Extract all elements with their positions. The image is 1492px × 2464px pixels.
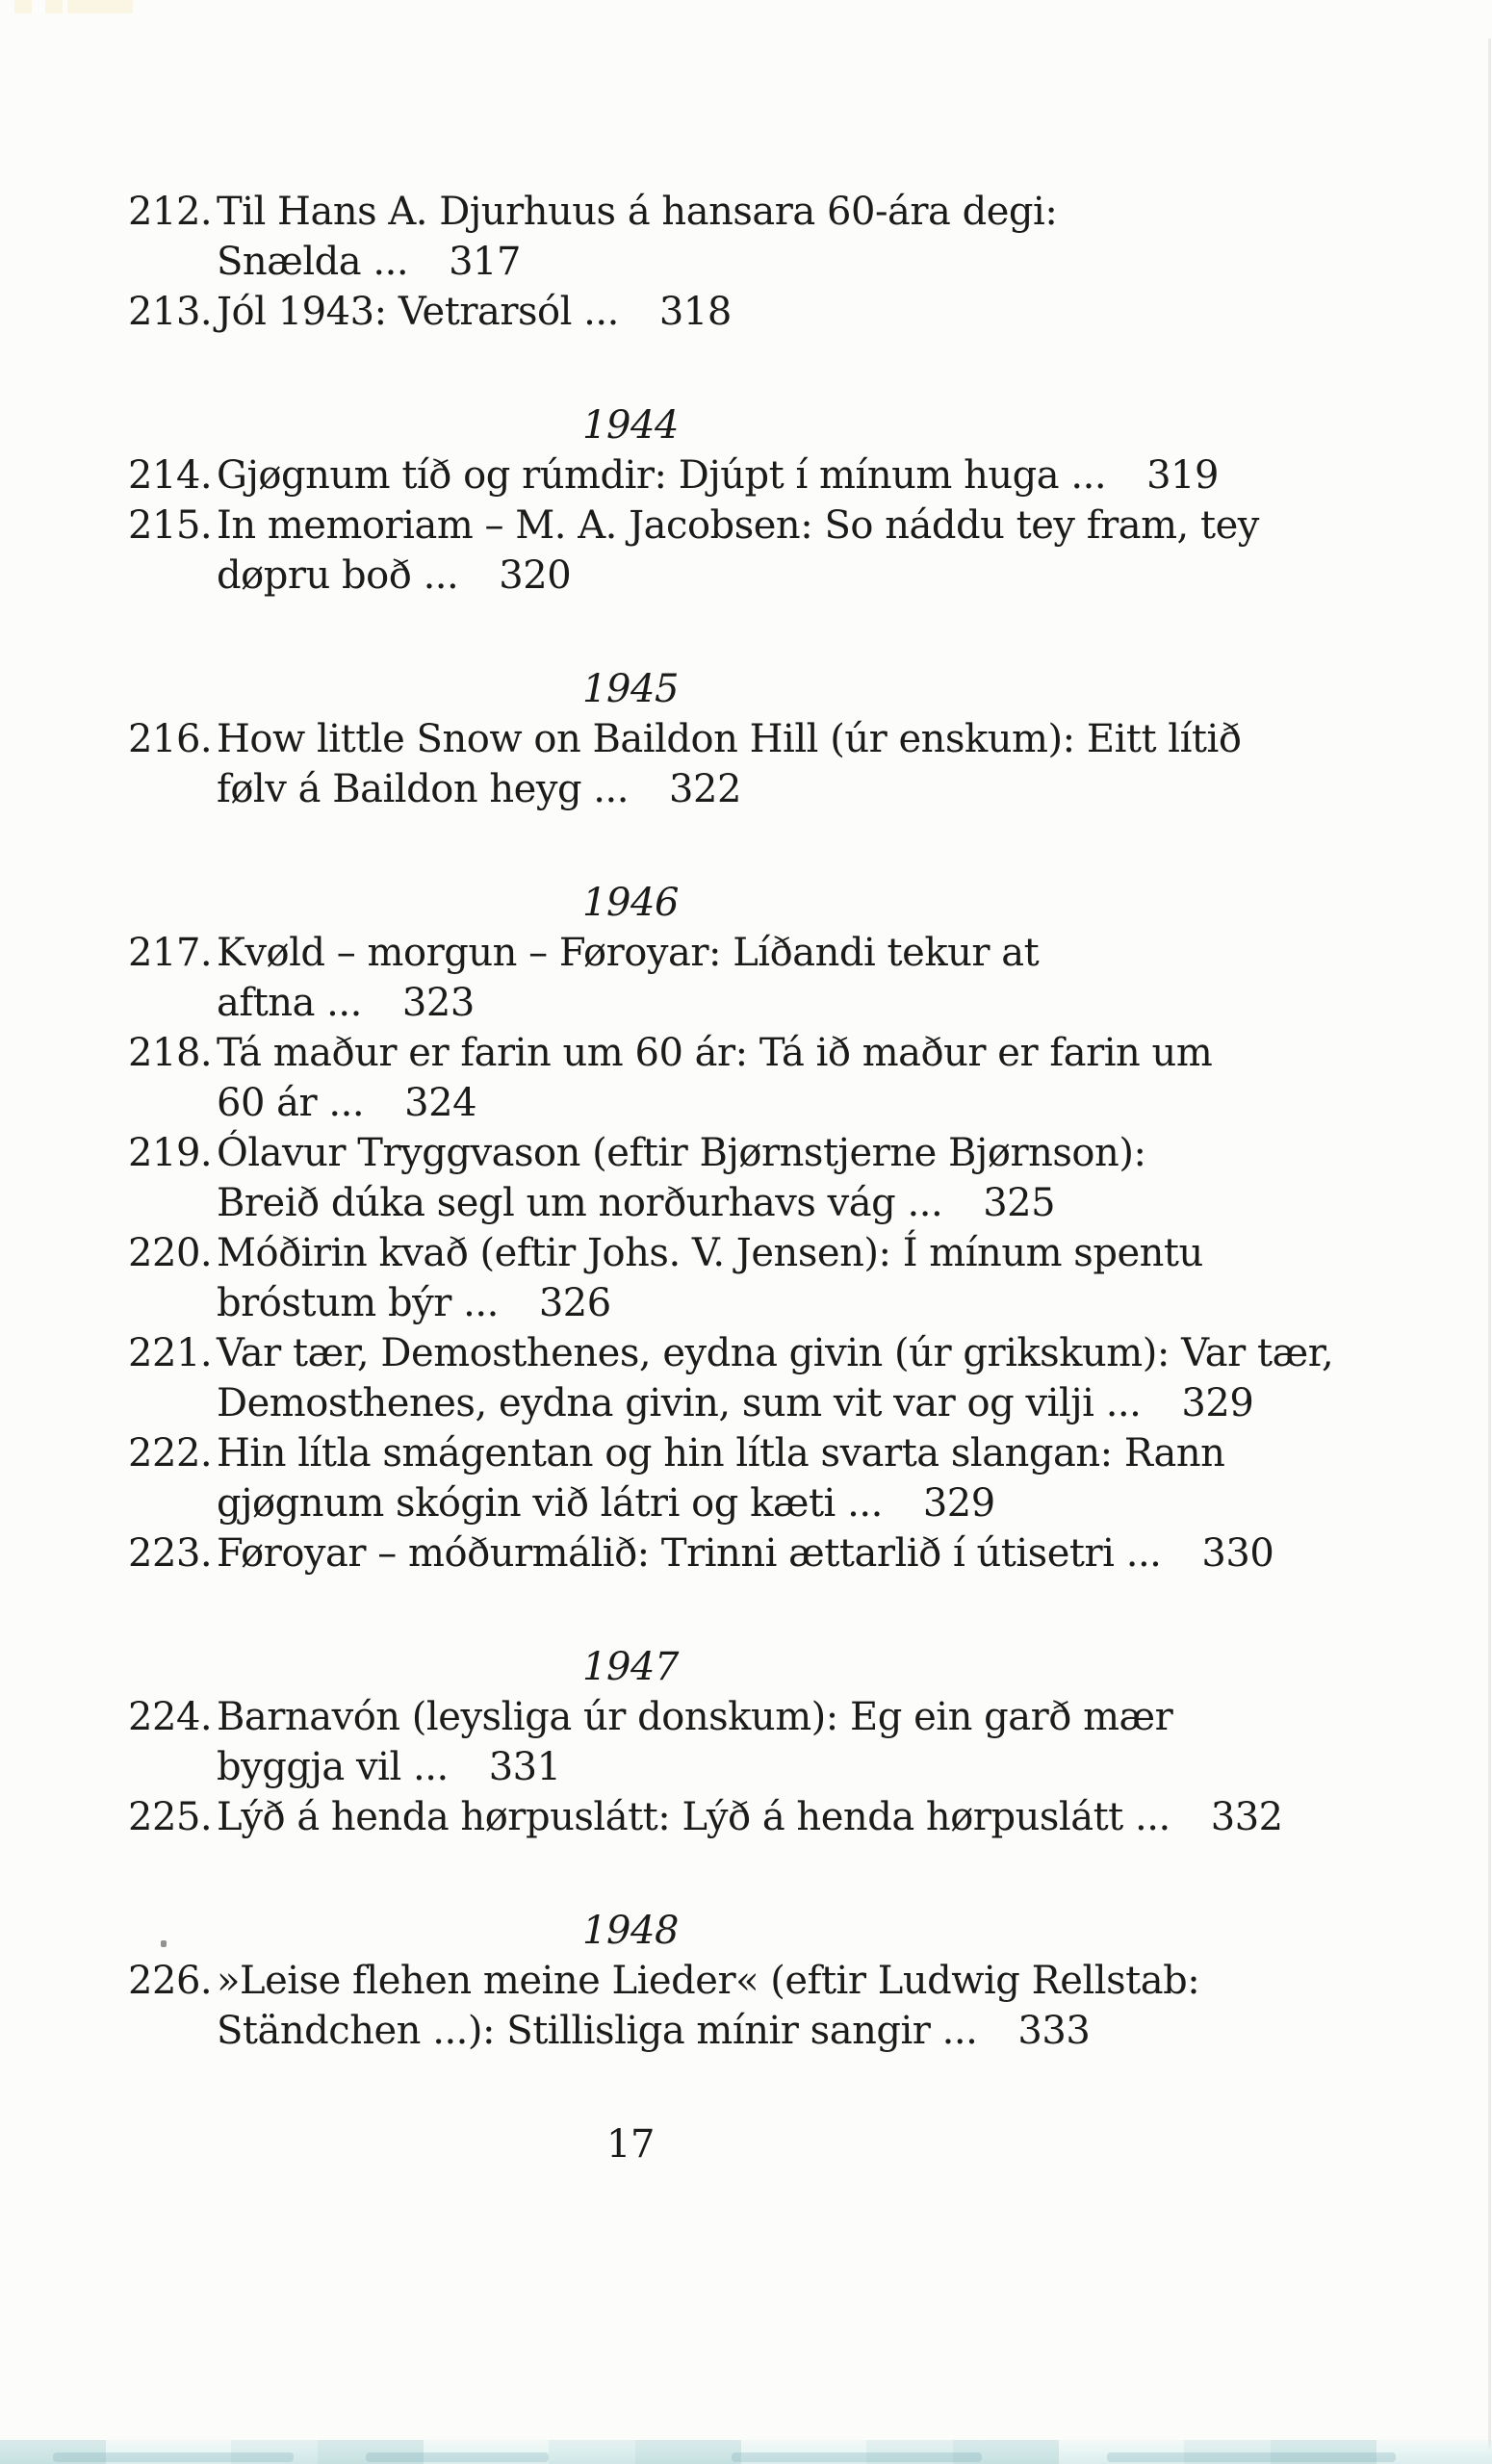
entry-number: 224. [128,1695,213,1739]
toc-entry-line [128,187,1058,237]
toc-entry [128,714,1242,814]
toc-entry-line [217,764,1044,814]
entry-title-text: bróstum býr ... [217,1281,499,1325]
entry-title-text: How little Snow on Baildon Hill (úr enskum): Eitt lítið [217,717,1242,761]
entry-title-text: Kvøld – morgun – Føroyar: Líðandi tekur at [217,931,1040,975]
toc-entry-line [217,1078,1044,1128]
toc-entry-line [128,714,1242,764]
toc-entry-line [217,1378,1254,1428]
entry-title-text: døpru boð ... [217,553,459,598]
entry-title-text: Lýð á henda hørpuslátt: Lýð á henda hørpuslátt ... [217,1795,1170,1839]
entry-number: 217. [128,931,213,975]
entry-number: 222. [128,1431,213,1476]
toc [128,187,1334,2169]
entry-title-text: Móðirin kvað (eftir Johs. V. Jensen): Í mínum spentu [217,1231,1203,1275]
entry-page-ref: 323 [401,981,475,1025]
scan-artifact-top-mark [67,0,133,13]
entry-page-ref: 333 [1017,2009,1091,2053]
toc-entry-line [128,928,1044,978]
toc-entry [128,1792,1283,1842]
entry-page-ref: 319 [1146,453,1219,498]
toc-entry [128,450,1219,500]
entry-page-ref: 318 [658,290,732,334]
entry-title-text: »Leise flehen meine Lieder« (eftir Ludwig Rellstab: [217,1959,1200,2003]
scan-artifact-smudge [1107,2452,1396,2462]
entry-page-ref: 322 [669,767,741,811]
toc-entry [128,287,1044,337]
entry-title-text: Hin lítla smágentan og hin lítla svarta slangan: Rann [217,1431,1225,1476]
entry-number: 221. [128,1331,213,1375]
toc-entry [128,1956,1200,2056]
toc-entry-line [128,287,1044,337]
scan-artifact-smudge [53,2452,294,2462]
section-year-heading: 1948 [582,1909,679,1953]
entry-number: 214. [128,453,213,498]
toc-entry [128,1228,1203,1328]
toc-entry [128,1028,1213,1128]
scan-artifact-top-mark [45,0,63,13]
entry-number: 226. [128,1959,213,2003]
toc-entry-line [217,2006,1091,2056]
toc-entry-line [128,1956,1200,2006]
scan-artifact-smudge [732,2452,982,2462]
entry-page-ref: 326 [538,1281,611,1325]
toc-entry [128,1328,1334,1428]
entry-title-text: Tá maður er farin um 60 ár: Tá ið maður er farin um [217,1031,1213,1075]
toc-entry-line [217,1742,1044,1792]
toc-entry-line [128,1792,1283,1842]
toc-entry [128,187,1058,287]
entry-number: 213. [128,290,213,334]
toc-entry-line [128,1028,1213,1078]
scan-artifact-bottom-band [0,2440,1492,2464]
entry-page-ref: 330 [1201,1531,1274,1576]
section-year-heading: 1947 [582,1645,679,1689]
entry-title-text: Ólavur Tryggvason (eftir Bjørnstjerne Bjørnson): [217,1131,1146,1175]
entry-page-ref: 329 [922,1481,995,1526]
toc-entry [128,1428,1225,1528]
entry-title-text: Barnavón (leysliga úr donskum): Eg ein garð mær [217,1695,1173,1739]
toc-entry [128,500,1259,601]
toc-entry-line [217,1178,1056,1228]
toc-entry-line [217,551,1044,601]
toc-entry-line [128,1228,1203,1278]
toc-entry [128,1128,1146,1228]
scan-artifact-right-edge [1488,38,1491,2464]
entry-number: 220. [128,1231,213,1275]
section-year-heading: 1944 [582,403,679,448]
entry-page-ref: 325 [983,1181,1056,1225]
entry-page-ref: 329 [1181,1381,1254,1425]
entry-number: 218. [128,1031,213,1075]
entry-title-text: Ständchen ...): Stillisliga mínir sangir ... [217,2009,978,2053]
entry-title-text: In memoriam – M. A. Jacobsen: So náddu tey fram, tey [217,503,1259,548]
toc-entry-line [128,1692,1173,1742]
entry-page-ref: 320 [499,553,572,598]
toc-entry-line [217,1278,1044,1328]
toc-entry-line [128,1528,1274,1578]
entry-number: 219. [128,1131,213,1175]
section-year-heading: 1945 [582,667,679,711]
toc-entry-line [128,450,1219,500]
toc-entry [128,1528,1274,1578]
entry-number: 212. [128,190,213,234]
toc-entry-line [217,237,1044,287]
toc-entry-line [128,500,1259,551]
section-year-heading: 1946 [582,881,679,925]
entry-page-ref: 332 [1210,1795,1283,1839]
toc-entry [128,928,1044,1028]
entry-title-text: Gjøgnum tíð og rúmdir: Djúpt í mínum huga ... [217,453,1107,498]
entry-number: 216. [128,717,213,761]
toc-entry-line [217,978,1044,1028]
toc-entry-line [128,1128,1146,1178]
entry-title-text: Til Hans A. Djurhuus á hansara 60-ára degi: [217,190,1058,234]
entry-page-ref: 324 [404,1081,477,1125]
entry-title-text: følv á Baildon heyg ... [217,767,630,811]
toc-entry-line [128,1328,1334,1378]
entry-title-text: Breið dúka segl um norðurhavs vág ... [217,1181,943,1225]
entry-title-text: byggja vil ... [217,1745,449,1789]
toc-entry [128,1692,1173,1792]
entry-title-text: Snælda ... [217,240,409,284]
entry-title-text: Var tær, Demosthenes, eydna givin (úr grikskum): Var tær, [217,1331,1334,1375]
scan-artifact-top-mark [14,0,32,13]
entry-title-text: Føroyar – móðurmálið: Trinni ættarlið í útisetri ... [217,1531,1162,1576]
entry-number: 223. [128,1531,213,1576]
entry-title-text: Demosthenes, eydna givin, sum vit var og vilji ... [217,1381,1142,1425]
entry-number: 225. [128,1795,213,1839]
entry-title-text: aftna ... [217,981,362,1025]
entry-page-ref: 317 [449,240,521,284]
scan-artifact-stray-dot [161,1940,167,1947]
toc-entries [128,187,1334,2056]
entry-number: 215. [128,503,213,548]
entry-title-text: 60 ár ... [217,1081,365,1125]
toc-entry-line [128,1428,1225,1478]
scan-artifact-smudge [366,2452,549,2462]
toc-entry-line [217,1478,1044,1528]
page-number: 17 [606,2122,655,2167]
entry-title-text: Jól 1943: Vetrarsól ... [217,290,619,334]
entry-page-ref: 331 [488,1745,561,1789]
entry-title-text: gjøgnum skógin við látri og kæti ... [217,1481,883,1526]
